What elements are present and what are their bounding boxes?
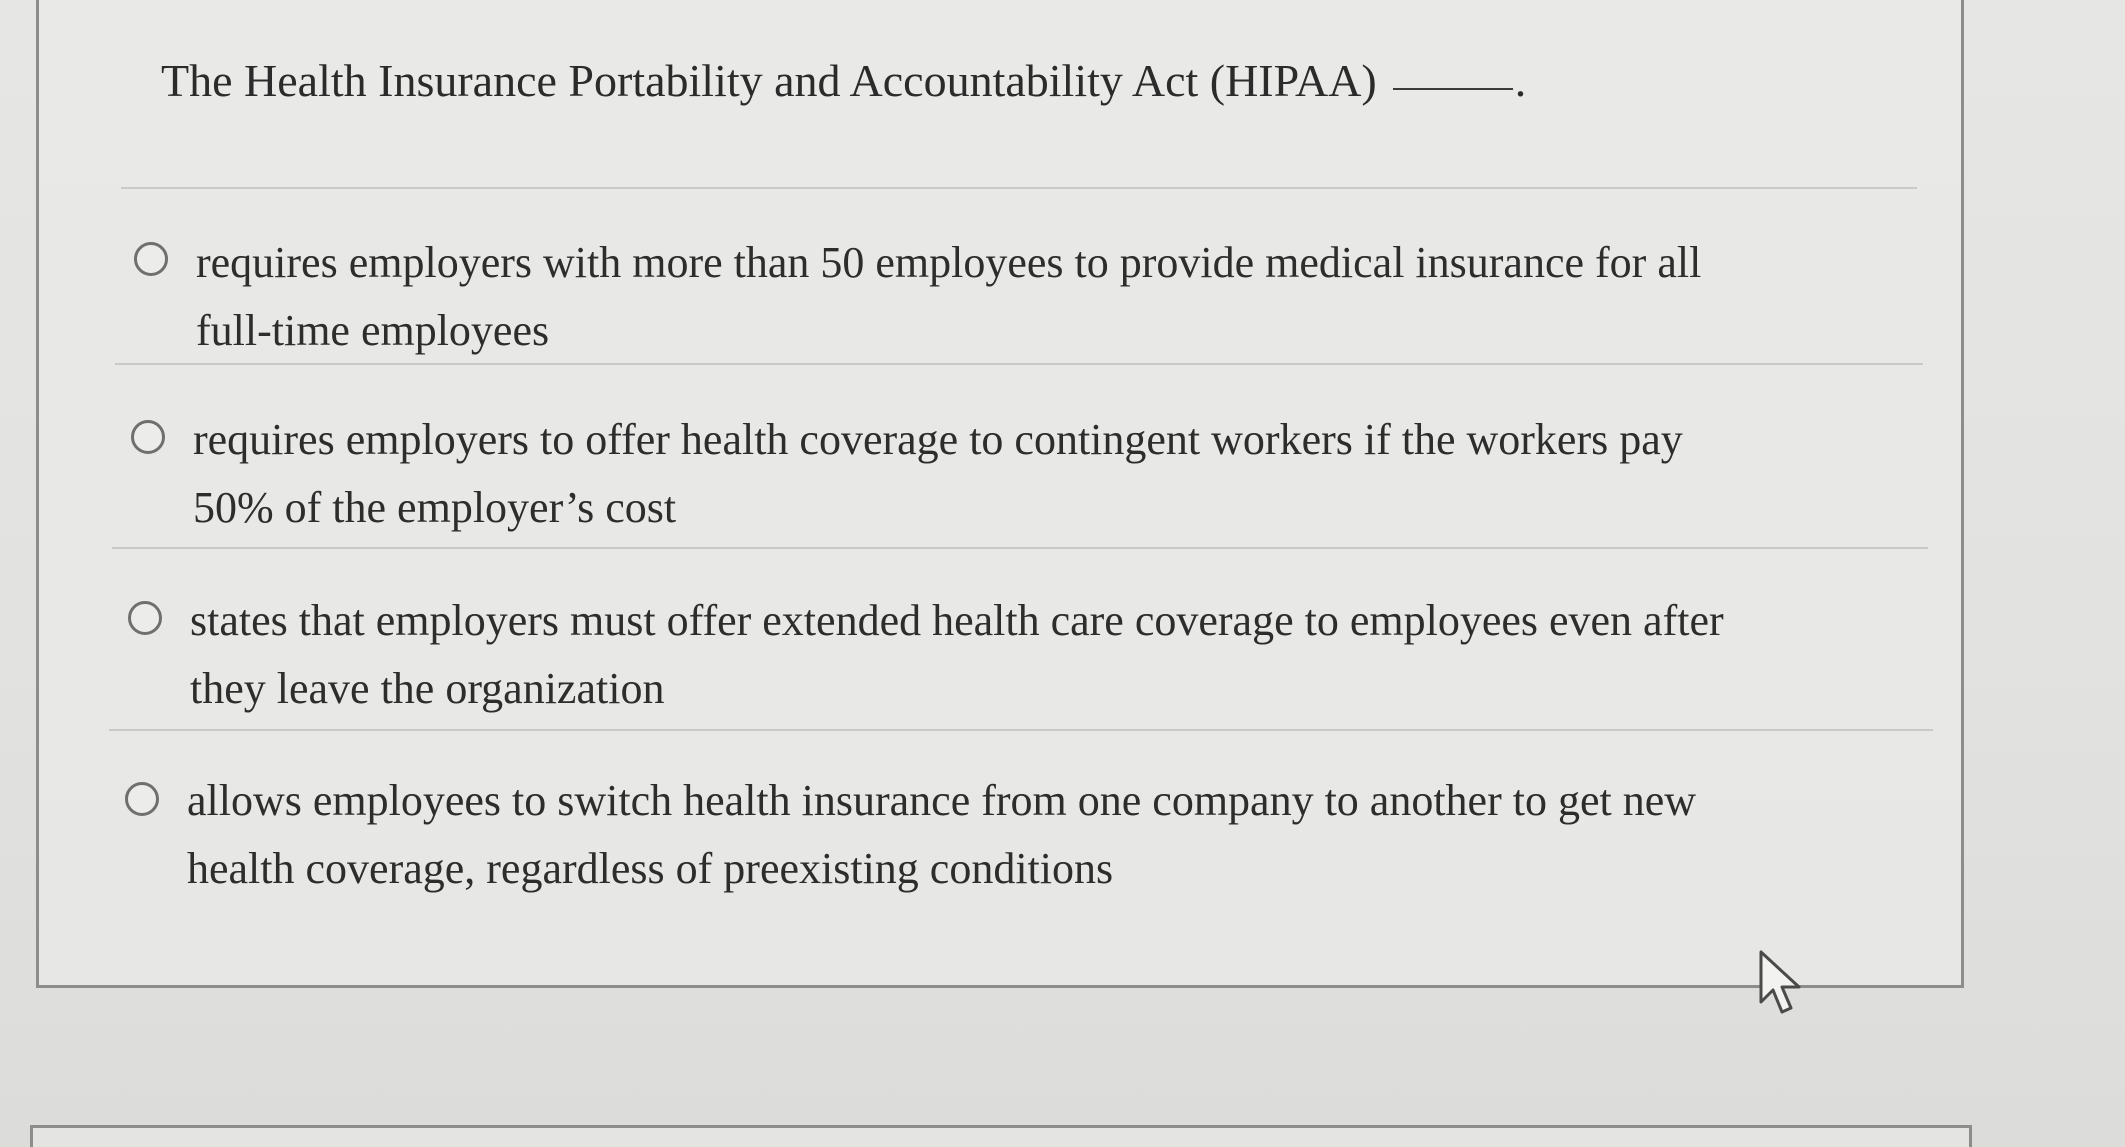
answer-blank — [1393, 88, 1513, 90]
option-2-line-1: requires employers to offer health coverage to contingent workers if the workers pay — [193, 415, 1683, 464]
divider — [121, 187, 1917, 189]
question-terminator: . — [1514, 55, 1527, 106]
question-prompt — [161, 51, 1961, 111]
option-4-text[interactable] — [187, 767, 1927, 903]
option-1-text[interactable] — [196, 229, 1936, 365]
divider — [115, 363, 1923, 365]
option-3-text[interactable] — [190, 587, 1930, 723]
option-4-line-1: allows employees to switch health insurance from one company to another to get new — [187, 776, 1697, 825]
option-3-line-2: they leave the organization — [190, 664, 665, 713]
divider — [109, 729, 1933, 731]
option-2-line-2: 50% of the employer’s cost — [193, 483, 677, 532]
option-4-line-2: health coverage, regardless of preexisting conditions — [187, 844, 1114, 893]
option-1-line-1: requires employers with more than 50 employees to provide medical insurance for all — [196, 238, 1702, 287]
divider — [112, 547, 1928, 549]
option-2-text[interactable] — [193, 406, 1933, 542]
option-3-line-1: states that employers must offer extended health care coverage to employees even after — [190, 596, 1724, 645]
radio-button-icon[interactable] — [125, 782, 159, 816]
radio-button-icon[interactable] — [131, 420, 165, 454]
option-1-line-2: full-time employees — [196, 306, 550, 355]
mouse-pointer-icon — [1758, 950, 1808, 1020]
radio-button-icon[interactable] — [134, 242, 168, 276]
question-text: The Health Insurance Portability and Accountability Act (HIPAA) — [161, 55, 1377, 106]
next-question-card — [30, 1125, 1972, 1147]
question-card — [36, 0, 1964, 988]
radio-button-icon[interactable] — [128, 601, 162, 635]
